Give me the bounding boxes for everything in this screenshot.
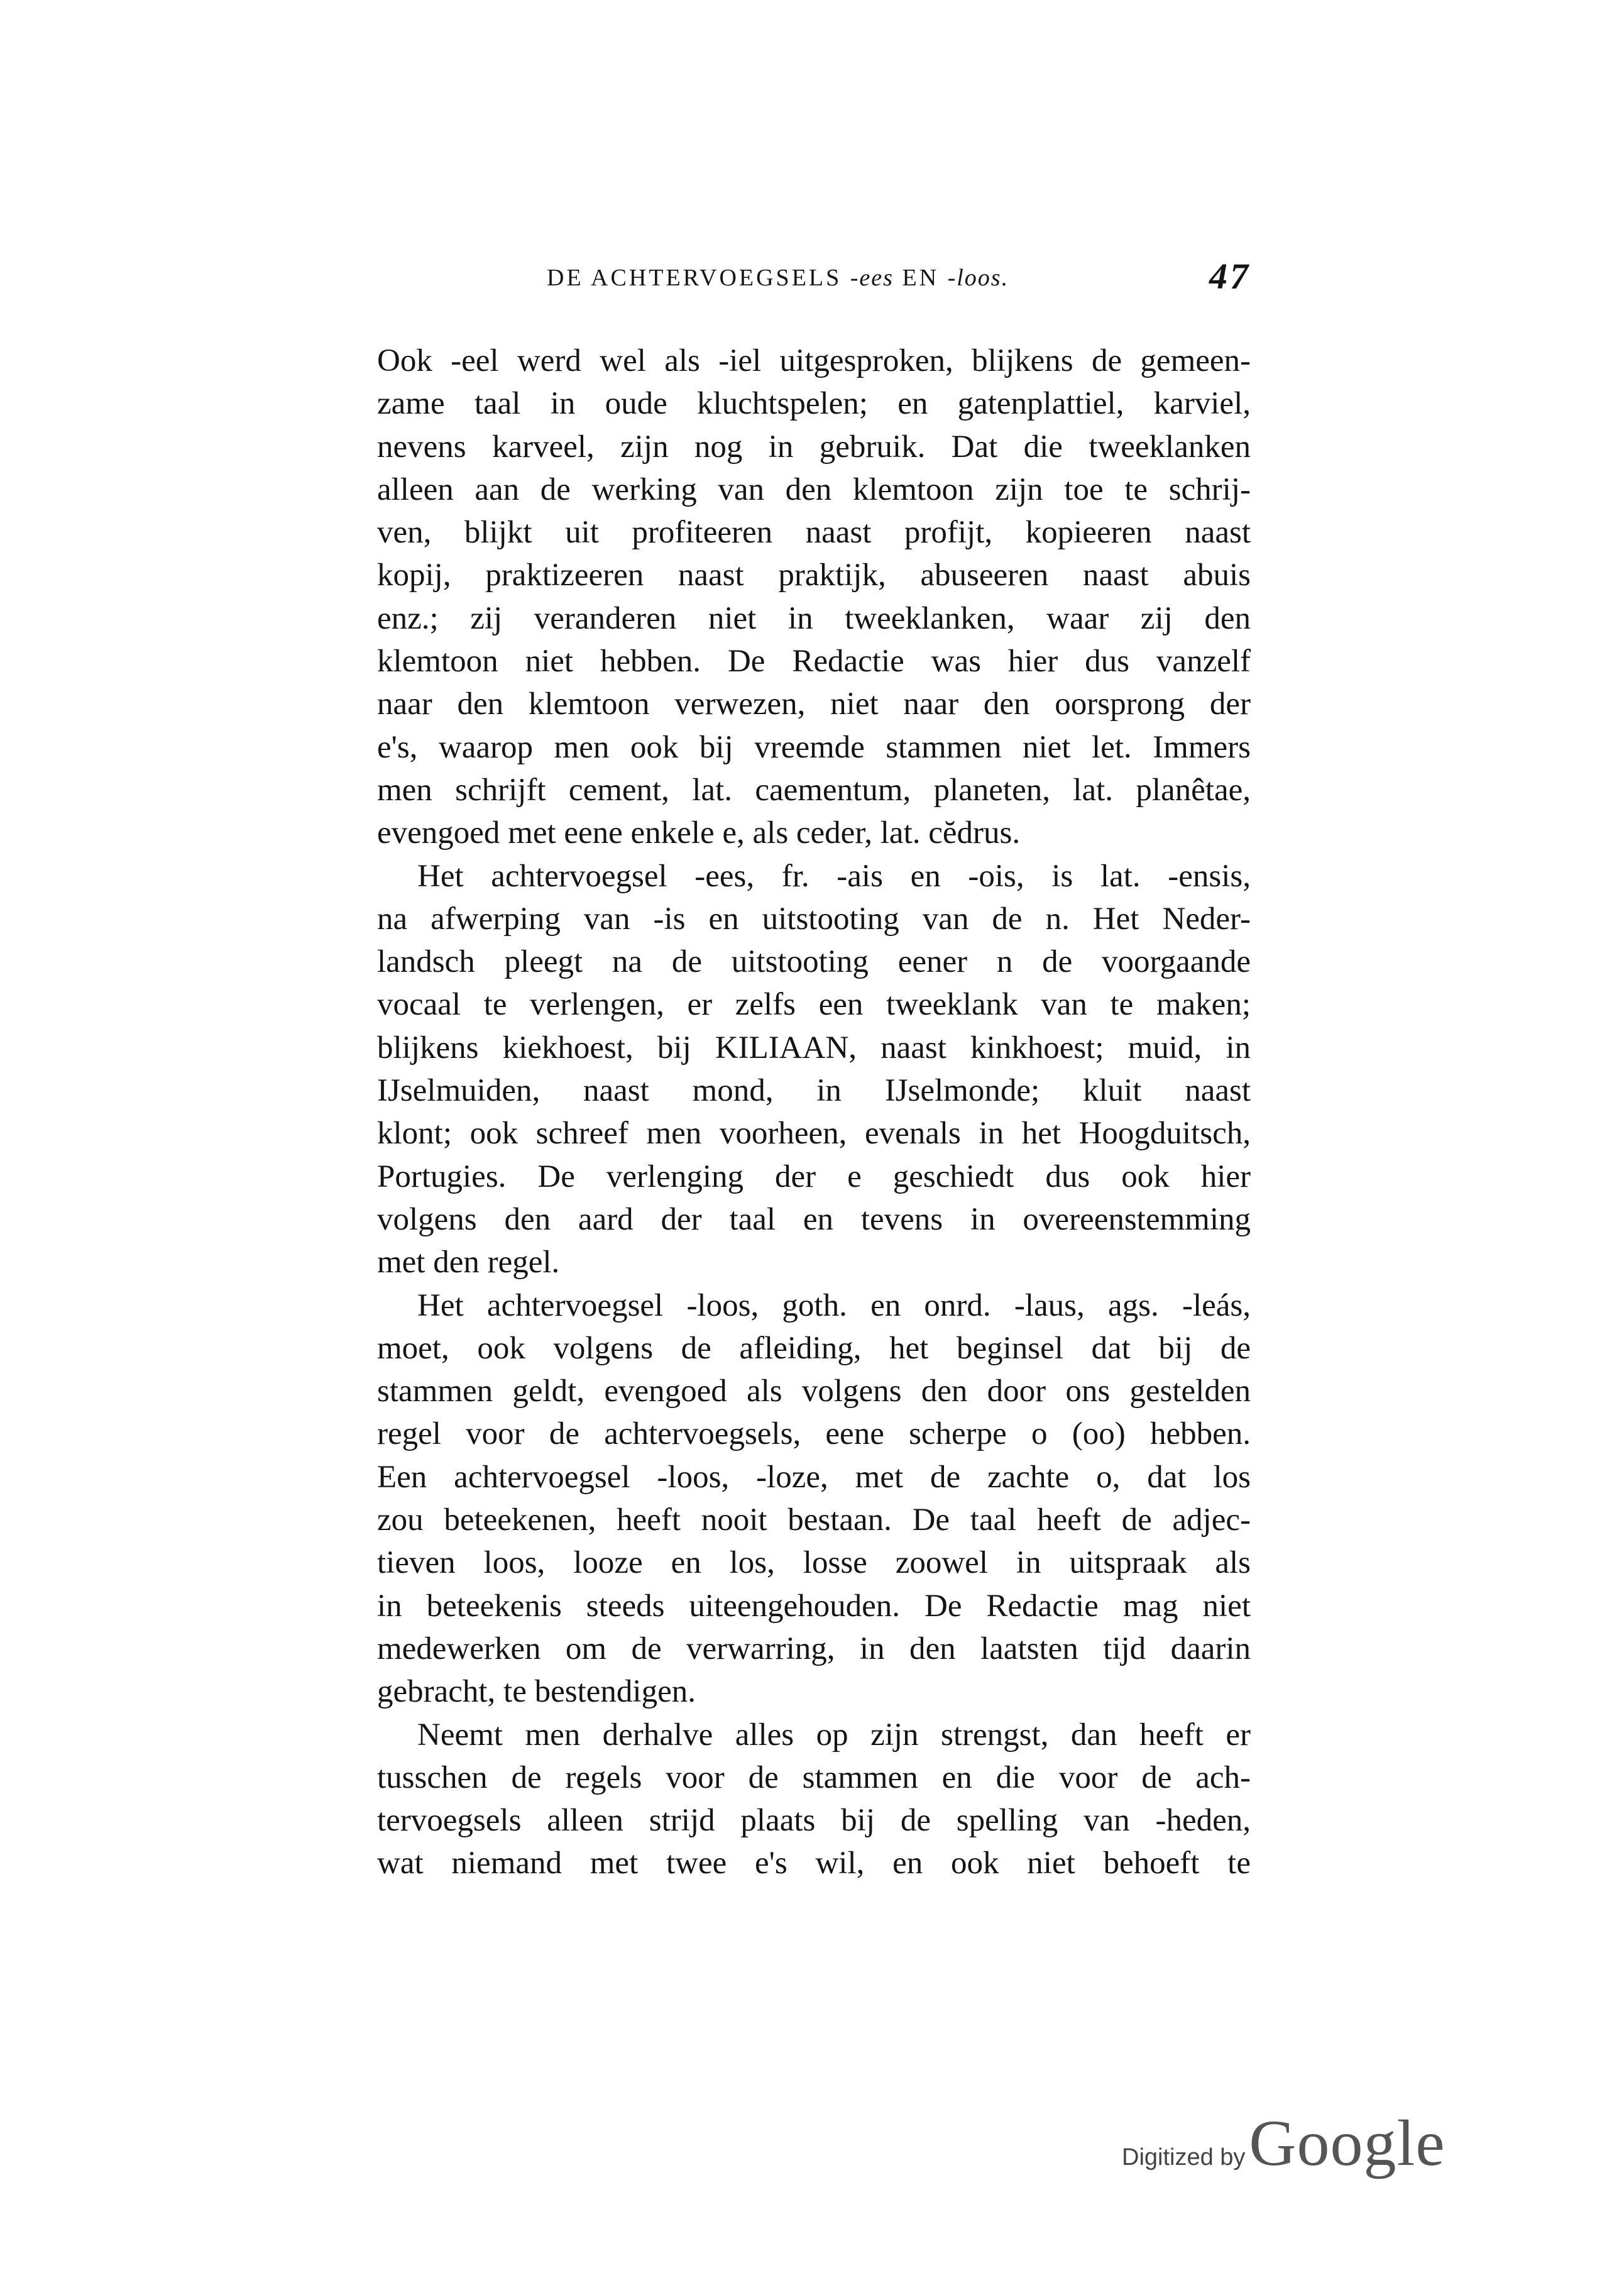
text-line: klemtoon niet hebben. De Redactie was hier dus vanzelf bbox=[377, 644, 1251, 680]
text-line: alleen aan de werking van den klemtoon zijn toe te schrij- bbox=[377, 471, 1251, 507]
text-line: evengoed met eene enkele e, als ceder, lat. cĕdrus. bbox=[377, 815, 1021, 851]
text-line: e's, waarop men ook bij vreemde stammen niet let. Immers bbox=[377, 729, 1251, 765]
text-line: Het achtervoegsel -loos, goth. en onrd. -laus, ags. -leás, bbox=[417, 1287, 1251, 1323]
text-line: stammen geldt, evengoed als volgens den door ons gestelden bbox=[377, 1373, 1251, 1409]
text-line: tusschen de regels voor de stammen en die voor de ach- bbox=[377, 1759, 1251, 1795]
text-line: wat niemand met twee e's wil, en ook niet behoeft te bbox=[377, 1846, 1251, 1881]
text-line: volgens den aard der taal en tevens in overeenstemming bbox=[377, 1201, 1251, 1237]
text-line: met den regel. bbox=[377, 1245, 560, 1280]
text-line: moet, ook volgens de afleiding, het beginsel dat bij de bbox=[377, 1330, 1251, 1366]
text-line: tieven loos, looze en los, losse zoowel in uitspraak als bbox=[377, 1545, 1251, 1581]
text-line: vocaal te verlengen, er zelfs een tweeklank van te maken; bbox=[377, 987, 1251, 1023]
text-line: kopij, praktizeeren naast praktijk, abuseeren naast abuis bbox=[377, 558, 1251, 593]
text-line: landsch pleegt na de uitstooting eener n de voorgaande bbox=[377, 944, 1251, 980]
text-line: enz.; zij veranderen niet in tweeklanken, waar zij den bbox=[377, 600, 1251, 636]
text-line: zou beteekenen, heeft nooit bestaan. De taal heeft de adjec- bbox=[377, 1502, 1251, 1538]
text-line: blijkens kiekhoest, bij KILIAAN, naast kinkhoest; muid, in bbox=[377, 1030, 1251, 1065]
text-line: Het achtervoegsel -ees, fr. -ais en -ois, is lat. -ensis, bbox=[417, 858, 1251, 894]
text-line: men schrijft cement, lat. caementum, planeten, lat. planêtae, bbox=[377, 772, 1251, 808]
text-line: Portugies. De verlenging der e geschiedt dus ook hier bbox=[377, 1159, 1251, 1194]
text-line: IJselmuiden, naast mond, in IJselmonde; kluit naast bbox=[377, 1073, 1251, 1109]
text-line: Neemt men derhalve alles op zijn strengst, dan heeft er bbox=[417, 1717, 1251, 1753]
text-line: na afwerping van -is en uitstooting van de n. Het Neder- bbox=[377, 901, 1251, 937]
text-line: naar den klemtoon verwezen, niet naar den oorsprong der bbox=[377, 686, 1251, 722]
running-title: DE ACHTERVOEGSELS -ees EN -loos. bbox=[547, 265, 1009, 291]
google-logo: Google bbox=[1249, 2107, 1446, 2179]
text-line: Een achtervoegsel -loos, -loze, met de zachte o, dat los bbox=[377, 1459, 1251, 1495]
text-line: nevens karveel, zijn nog in gebruik. Dat die tweeklanken bbox=[377, 429, 1251, 465]
digitized-by-google-watermark bbox=[1122, 2106, 1446, 2181]
page-number: 47 bbox=[1209, 256, 1251, 297]
digitized-by-label: Digitized by bbox=[1122, 2144, 1246, 2171]
text-line: in beteekenis steeds uiteengehouden. De Redactie mag niet bbox=[377, 1588, 1251, 1624]
text-line: regel voor de achtervoegsels, eene scherpe o (oo) hebben. bbox=[377, 1416, 1251, 1452]
text-line: zame taal in oude kluchtspelen; en gatenplattiel, karviel, bbox=[377, 386, 1251, 422]
text-line: tervoegsels alleen strijd plaats bij de spelling van -heden, bbox=[377, 1803, 1251, 1839]
text-line: medewerken om de verwarring, in den laatsten tijd daarin bbox=[377, 1631, 1251, 1666]
body-text bbox=[377, 339, 1251, 1885]
text-line: klont; ook schreef men voorheen, evenals in het Hoogduitsch, bbox=[377, 1116, 1251, 1152]
text-line: gebracht, te bestendigen. bbox=[377, 1674, 696, 1710]
text-line: ven, blijkt uit profiteeren naast profijt, kopieeren naast bbox=[377, 515, 1251, 551]
text-line: Ook -eel werd wel als -iel uitgesproken, blijkens de gemeen- bbox=[377, 343, 1251, 378]
